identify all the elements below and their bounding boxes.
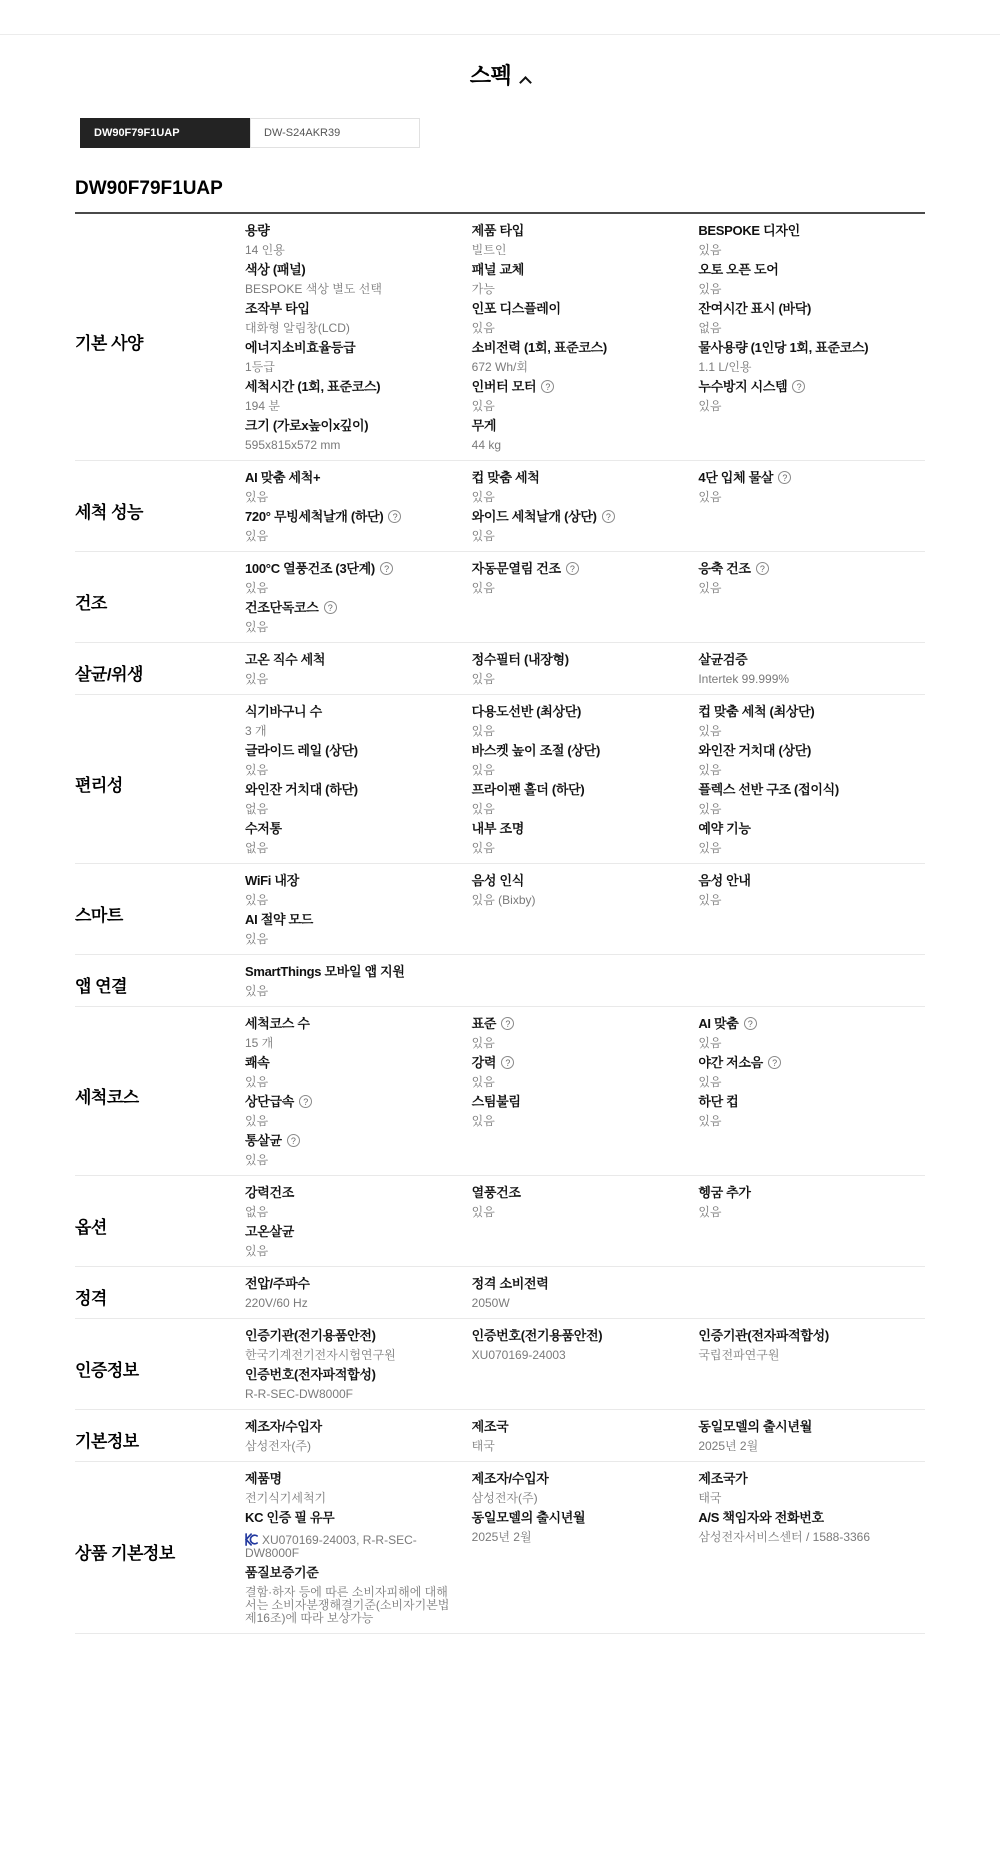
kc-certification-icon	[245, 1533, 258, 1546]
section-category-label: 살균/위생	[75, 665, 143, 684]
spec-label: 고온 직수 세척	[245, 652, 326, 667]
spec-item	[245, 471, 472, 504]
model-tab-DW90F79F1UAP[interactable]: DW90F79F1UAP	[80, 118, 250, 148]
spec-item	[472, 341, 699, 374]
spec-label: 용량	[245, 223, 270, 238]
spec-item	[472, 783, 699, 816]
spec-label: 720° 무빙세척날개 (하단) ?	[245, 510, 454, 524]
spec-item	[245, 302, 472, 335]
spec-label: 잔여시간 표시 (바닥)	[698, 301, 812, 316]
section-category-label: 스마트	[75, 905, 123, 925]
spec-item	[698, 380, 925, 413]
spec-label: 무게	[471, 418, 497, 433]
spec-item	[245, 1095, 472, 1128]
spec-label: 인포 디스플레이	[471, 301, 561, 316]
spec-value: 있음	[471, 1205, 495, 1219]
spec-section	[75, 1319, 925, 1410]
spec-item	[698, 341, 925, 374]
spec-label: SmartThings 모바일 앱 지원	[245, 964, 405, 979]
spec-item	[245, 419, 472, 452]
spec-value: R-R-SEC-DW8000F	[245, 1387, 354, 1401]
spec-item	[245, 1472, 472, 1505]
spec-value: 있음	[698, 1036, 722, 1050]
info-tooltip-icon[interactable]: ?	[768, 1056, 781, 1069]
spec-item	[698, 1056, 925, 1089]
info-tooltip-icon[interactable]: ?	[778, 471, 791, 484]
spec-value: 있음	[471, 399, 495, 413]
spec-item	[698, 1095, 925, 1128]
spec-item	[698, 653, 925, 686]
spec-item	[245, 1420, 472, 1453]
info-tooltip-icon[interactable]: ?	[602, 510, 615, 523]
spec-value: 있음	[471, 724, 495, 738]
spec-item	[698, 562, 925, 595]
spec-value: 있음	[245, 1153, 269, 1167]
info-tooltip-icon[interactable]: ?	[324, 601, 337, 614]
spec-label: 100°C 열풍건조 (3단계) ?	[245, 562, 454, 576]
spec-label: 동일모델의 출시년월	[698, 1419, 812, 1434]
spec-value: 없음	[245, 802, 269, 816]
spec-label: AI 맞춤 세척+	[245, 470, 321, 485]
spec-label: 제조자/수입자	[471, 1471, 549, 1486]
spec-value: 가능	[471, 282, 495, 296]
section-category-label: 세척 성능	[75, 502, 143, 522]
spec-label: 고온살균	[245, 1224, 295, 1239]
spec-item	[472, 562, 699, 595]
spec-value: Intertek 99.999%	[698, 672, 790, 686]
spec-item	[245, 341, 472, 374]
spec-label: 세척코스 수	[245, 1016, 310, 1031]
spec-item	[698, 1017, 925, 1050]
spec-value: 44 kg	[471, 438, 502, 452]
spec-value: 있음	[471, 581, 495, 595]
spec-item	[472, 419, 699, 452]
section-category-label: 상품 기본정보	[75, 1544, 175, 1563]
spec-section	[75, 214, 925, 461]
spec-value: 194 분	[245, 399, 280, 413]
spec-value: 국립전파연구원	[698, 1348, 780, 1362]
spec-label: 색상 (패널)	[245, 262, 306, 277]
spec-label: 크기 (가로x높이x깊이)	[245, 418, 369, 433]
spec-value: 없음	[245, 1205, 269, 1219]
info-tooltip-icon[interactable]: ?	[501, 1056, 514, 1069]
spec-label: 예약 기능	[698, 821, 751, 836]
spec-label: 컵 맞춤 세척 (최상단)	[698, 704, 815, 719]
spec-label: 정격 소비전력	[471, 1276, 549, 1291]
spec-label: 세척시간 (1회, 표준코스)	[245, 379, 381, 394]
spec-value: 있음	[245, 1244, 269, 1258]
spec-value: XU070169-24003	[471, 1348, 566, 1362]
spec-item	[472, 302, 699, 335]
spec-label: 살균검증	[698, 652, 748, 667]
spec-value: 있음	[698, 490, 722, 504]
spec-value: 있음	[698, 763, 722, 777]
spec-header[interactable]	[0, 35, 1000, 110]
spec-label: 오토 오픈 도어	[698, 262, 779, 277]
spec-value: 있음	[471, 1036, 495, 1050]
spec-section	[75, 864, 925, 955]
spec-label: 글라이드 레일 (상단)	[245, 743, 358, 758]
chevron-up-icon[interactable]	[519, 76, 532, 89]
spec-item	[245, 510, 472, 543]
spec-item	[698, 783, 925, 816]
spec-value: 빌트인	[471, 243, 507, 257]
spec-label: 제조국가	[698, 1471, 748, 1486]
spec-item	[245, 1329, 472, 1362]
spec-label: 표준 ?	[472, 1017, 681, 1031]
spec-item	[472, 653, 699, 686]
section-category-label: 정격	[75, 1289, 107, 1308]
spec-label: 4단 입체 물살 ?	[698, 471, 907, 485]
spec-section	[75, 1176, 925, 1267]
spec-value: 있음	[698, 841, 722, 855]
spec-value: 있음	[698, 1075, 722, 1089]
spec-item	[698, 1329, 925, 1362]
spec-value: 있음	[245, 932, 269, 946]
spec-value: XU070169-24003, R-R-SEC-DW8000F	[245, 1533, 417, 1560]
info-tooltip-icon[interactable]: ?	[756, 562, 769, 575]
spec-label: 물사용량 (1인당 1회, 표준코스)	[698, 340, 869, 355]
spec-label: 통살균 ?	[245, 1134, 454, 1148]
spec-label: 와인잔 거치대 (상단)	[698, 743, 812, 758]
spec-value: BESPOKE 색상 별도 선택	[245, 282, 382, 296]
spec-value: 14 인용	[245, 243, 285, 257]
spec-value: 있음	[471, 1075, 495, 1089]
spec-section	[75, 461, 925, 552]
spec-value: 있음	[471, 529, 495, 543]
spec-item	[245, 601, 472, 634]
spec-label: 제조국	[471, 1419, 509, 1434]
spec-item	[472, 1056, 699, 1089]
spec-value: 한국기계전기전자시험연구원	[245, 1348, 396, 1362]
spec-item	[245, 1186, 472, 1219]
spec-value: 1등급	[245, 360, 275, 374]
spec-item	[245, 1134, 472, 1167]
spec-value: 삼성전자(주)	[245, 1439, 311, 1453]
spec-value: 있음	[698, 581, 722, 595]
spec-label: WiFi 내장	[245, 873, 299, 888]
spec-value: 있음	[698, 1114, 722, 1128]
spec-label: 인증번호(전자파적합성)	[245, 1367, 376, 1382]
spec-item	[698, 1511, 925, 1560]
spec-label: 와인잔 거치대 (하단)	[245, 782, 358, 797]
spec-item	[245, 913, 472, 946]
spec-section	[75, 695, 925, 864]
section-category-label: 기본정보	[75, 1432, 139, 1451]
spec-label: 쾌속	[245, 1055, 270, 1070]
spec-section	[75, 1410, 925, 1462]
spec-item	[472, 744, 699, 777]
spec-section	[75, 1007, 925, 1176]
spec-value: 있음	[471, 321, 495, 335]
spec-value: 있음	[471, 1114, 495, 1128]
info-tooltip-icon[interactable]: ?	[388, 510, 401, 523]
spec-item	[698, 705, 925, 738]
spec-value: 있음	[698, 893, 722, 907]
spec-item	[245, 1566, 472, 1625]
spec-item	[472, 380, 699, 413]
spec-item	[245, 1017, 472, 1050]
spec-label: 인증기관(전자파적합성)	[698, 1328, 829, 1343]
spec-value: 15 개	[245, 1036, 274, 1050]
spec-label: 강력 ?	[472, 1056, 681, 1070]
spec-item	[698, 1420, 925, 1453]
spec-item	[245, 224, 472, 257]
spec-label: 자동문열림 건조 ?	[472, 562, 681, 576]
spec-item	[245, 263, 472, 296]
spec-label: 프라이팬 홀더 (하단)	[471, 782, 585, 797]
top-divider	[0, 0, 1000, 35]
spec-label: AI 절약 모드	[245, 912, 314, 927]
spec-item	[245, 783, 472, 816]
spec-value: 있음	[698, 802, 722, 816]
spec-item	[472, 1420, 699, 1453]
spec-value: 있음	[245, 1075, 269, 1089]
spec-value: 있음	[698, 243, 722, 257]
spec-item	[245, 653, 472, 686]
spec-label: 컵 맞춤 세척	[471, 470, 540, 485]
spec-label: 제조자/수입자	[245, 1419, 322, 1434]
spec-item	[245, 1277, 472, 1310]
spec-value: 있음 (Bixby)	[471, 893, 536, 907]
spec-label: 소비전력 (1회, 표준코스)	[471, 340, 607, 355]
spec-value: 삼성전자(주)	[471, 1491, 538, 1505]
spec-value: 결함·하자 등에 따른 소비자피해에 대해서는 소비자분쟁해결기준(소비자기본법 제16조)에 따라 보상가능	[245, 1585, 450, 1625]
spec-item	[472, 1472, 699, 1505]
spec-value: 있음	[698, 724, 722, 738]
section-category-label: 옵션	[75, 1217, 107, 1237]
info-tooltip-icon[interactable]: ?	[299, 1095, 312, 1108]
spec-value: 있음	[471, 763, 495, 777]
spec-item	[698, 471, 925, 504]
spec-value: 태국	[471, 1439, 495, 1453]
spec-section	[75, 552, 925, 643]
info-tooltip-icon[interactable]: ?	[287, 1134, 300, 1147]
info-tooltip-icon[interactable]: ?	[541, 380, 554, 393]
spec-label: 정수필터 (내장형)	[471, 652, 569, 667]
spec-item	[472, 822, 699, 855]
spec-value: 있음	[471, 841, 495, 855]
spec-value: 삼성전자서비스센터 / 1588-3366	[698, 1530, 871, 1544]
spec-item	[472, 1017, 699, 1050]
spec-label: 패널 교체	[471, 262, 525, 277]
spec-section	[75, 643, 925, 695]
spec-section	[75, 1267, 925, 1319]
model-tabs	[80, 118, 1000, 148]
spec-item	[698, 822, 925, 855]
spec-value: 2025년 2월	[698, 1439, 759, 1453]
spec-value: 220V/60 Hz	[245, 1296, 308, 1310]
spec-value: 없음	[698, 321, 722, 335]
spec-item	[472, 471, 699, 504]
spec-item	[245, 380, 472, 413]
spec-label: 식기바구니 수	[245, 704, 322, 719]
spec-value: 있음	[698, 399, 722, 413]
spec-item	[245, 705, 472, 738]
spec-label: 동일모델의 출시년월	[471, 1510, 586, 1525]
spec-value: 있음	[245, 984, 269, 998]
spec-item	[245, 965, 472, 998]
spec-value: 대화형 알림창(LCD)	[245, 321, 350, 335]
section-category-label: 앱 연결	[75, 977, 127, 996]
page-title: 스펙	[469, 63, 512, 88]
spec-value: 태국	[698, 1491, 722, 1505]
spec-label: A/S 책임자와 전화번호	[698, 1510, 824, 1525]
info-tooltip-icon[interactable]: ?	[501, 1017, 514, 1030]
spec-item	[698, 1472, 925, 1505]
spec-table	[75, 212, 925, 1634]
spec-item	[698, 1186, 925, 1219]
spec-item	[245, 822, 472, 855]
spec-value: 있음	[698, 282, 722, 296]
spec-label: 수저통	[245, 821, 282, 836]
spec-label: 스팀불림	[471, 1094, 521, 1109]
spec-label: 인버터 모터 ?	[472, 380, 681, 394]
spec-label: 바스켓 높이 조절 (상단)	[471, 743, 600, 758]
section-category-label: 건조	[75, 593, 107, 613]
spec-item	[245, 1511, 472, 1560]
spec-item	[698, 744, 925, 777]
section-category-label: 기본 사양	[75, 333, 143, 353]
spec-section	[75, 1462, 925, 1634]
spec-item	[698, 263, 925, 296]
spec-value: 있음	[471, 802, 495, 816]
section-category-label: 인증정보	[75, 1360, 139, 1380]
model-heading: DW90F79F1UAP	[75, 178, 223, 199]
spec-label: 강력건조	[245, 1185, 295, 1200]
spec-value: 전기식기세척기	[245, 1491, 327, 1505]
spec-label: 야간 저소음 ?	[698, 1056, 907, 1070]
spec-item	[472, 705, 699, 738]
spec-item	[245, 874, 472, 907]
spec-label: 건조단독코스 ?	[245, 601, 454, 615]
spec-label: KC 인증 필 유무	[245, 1510, 335, 1525]
spec-value: 있음	[245, 581, 269, 595]
spec-item	[245, 562, 472, 595]
spec-label: 인증번호(전기용품안전)	[471, 1328, 603, 1343]
spec-item	[472, 510, 699, 543]
spec-item	[472, 1511, 699, 1560]
spec-label: 플렉스 선반 구조 (접이식)	[698, 782, 839, 797]
info-tooltip-icon[interactable]: ?	[380, 562, 393, 575]
spec-label: 음성 안내	[698, 873, 751, 888]
spec-value: 있음	[698, 1205, 722, 1219]
spec-label: 음성 인식	[471, 873, 525, 888]
spec-label: 열풍건조	[471, 1185, 521, 1200]
spec-value: 있음	[245, 893, 269, 907]
spec-label: 내부 조명	[471, 821, 525, 836]
spec-label: BESPOKE 디자인	[698, 223, 800, 238]
spec-item	[472, 874, 699, 907]
spec-value: 595x815x572 mm	[245, 438, 341, 452]
spec-value: 있음	[245, 620, 269, 634]
spec-item	[472, 224, 699, 257]
spec-value: 있음	[245, 490, 269, 504]
spec-label: 품질보증기준	[245, 1565, 319, 1580]
spec-label: 하단 컵	[698, 1094, 739, 1109]
spec-value: 672 Wh/회	[471, 360, 528, 374]
spec-label: 상단급속 ?	[245, 1095, 454, 1109]
spec-value: 있음	[245, 529, 269, 543]
spec-label: 누수방지 시스템 ?	[698, 380, 907, 394]
info-tooltip-icon[interactable]: ?	[744, 1017, 757, 1030]
spec-value: 있음	[245, 1114, 269, 1128]
spec-label: 제품 타입	[471, 223, 525, 238]
spec-label: 와이드 세척날개 (상단) ?	[472, 510, 681, 524]
spec-label: AI 맞춤 ?	[698, 1017, 907, 1031]
spec-label: 인증기관(전기용품안전)	[245, 1328, 376, 1343]
spec-label: 제품명	[245, 1471, 282, 1486]
spec-label: 전압/주파수	[245, 1276, 310, 1291]
spec-value: 2025년 2월	[471, 1530, 532, 1544]
section-category-label: 세척코스	[75, 1087, 139, 1107]
section-category-label: 편리성	[75, 775, 123, 795]
spec-value: 있음	[245, 763, 269, 777]
spec-item	[472, 1277, 699, 1310]
spec-item	[472, 1329, 699, 1362]
spec-item	[698, 874, 925, 907]
spec-section	[75, 955, 925, 1007]
spec-value: 있음	[471, 490, 495, 504]
spec-item	[698, 302, 925, 335]
spec-label: 응축 건조 ?	[698, 562, 907, 576]
spec-item	[472, 1186, 699, 1219]
spec-value: 없음	[245, 841, 269, 855]
spec-label: 에너지소비효율등급	[245, 340, 356, 355]
spec-label: 다용도선반 (최상단)	[471, 704, 582, 719]
spec-value: 있음	[471, 672, 495, 686]
spec-value: 있음	[245, 672, 269, 686]
info-tooltip-icon[interactable]: ?	[792, 380, 805, 393]
spec-value: 2050W	[471, 1296, 510, 1310]
spec-item	[698, 224, 925, 257]
spec-label: 조작부 타입	[245, 301, 310, 316]
spec-item	[245, 1056, 472, 1089]
spec-item	[245, 1225, 472, 1258]
info-tooltip-icon[interactable]: ?	[566, 562, 579, 575]
spec-item	[245, 744, 472, 777]
spec-label: 헹굼 추가	[698, 1185, 751, 1200]
spec-item	[245, 1368, 472, 1401]
model-tab-DW-S24AKR39[interactable]: DW-S24AKR39	[250, 118, 420, 148]
spec-value: 1.1 L/인용	[698, 360, 752, 374]
spec-value: 3 개	[245, 724, 267, 738]
spec-item	[472, 1095, 699, 1128]
spec-item	[472, 263, 699, 296]
